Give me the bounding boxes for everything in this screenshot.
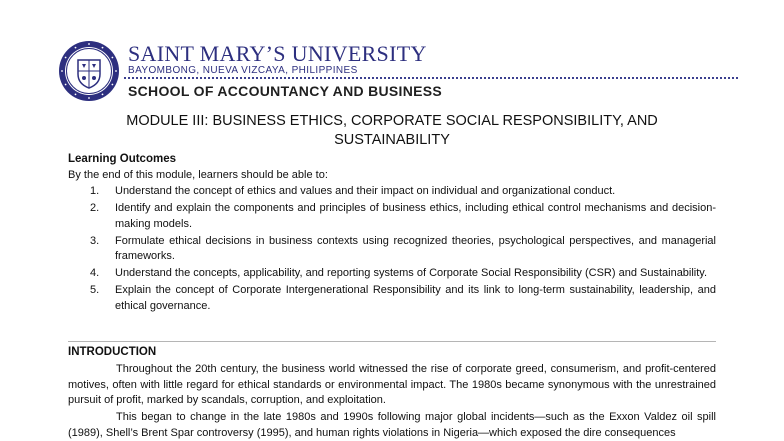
section-divider: [68, 341, 716, 342]
module-title: [0, 112, 784, 150]
list-item-number: 1.: [90, 185, 100, 197]
learning-outcomes-heading: Learning Outcomes: [68, 153, 176, 165]
letterhead: [58, 40, 738, 100]
list-item-text: Understand the concepts, applicability, and reporting systems of Corporate Social Responsibility (CSR) and Sustainability.: [115, 267, 708, 279]
university-seal-logo: [58, 40, 120, 102]
list-item: [68, 234, 716, 265]
list-item-text: Identify and explain the components and principles of business ethics, including ethical control mechanisms and decision-making models.: [115, 202, 716, 230]
module-title-line-1: MODULE III: BUSINESS ETHICS, CORPORATE SOCIAL RESPONSIBILITY, AND: [126, 113, 658, 129]
list-item: [68, 283, 716, 314]
header-divider: [124, 77, 738, 79]
list-item: [68, 184, 716, 200]
learning-outcomes-list: [68, 184, 716, 316]
learning-outcomes-intro: By the end of this module, learners should be able to:: [68, 169, 328, 181]
school-name: SCHOOL OF ACCOUNTANCY AND BUSINESS: [128, 83, 443, 99]
list-item-text: Understand the concept of ethics and values and their impact on individual and organizational conduct.: [115, 185, 616, 197]
introduction-paragraph-1: Throughout the 20th century, the business world witnessed the rise of corporate greed, consumerism, and profit-centered motives, often with little regard for ethical standards or environmental impact. The 1980s became synonymous with the unrestrained pursuit of profit, marked by scandals, corruption, and exploitation.: [68, 363, 716, 406]
university-location: BAYOMBONG, NUEVA VIZCAYA, PHILIPPINES: [128, 65, 358, 76]
university-name: SAINT MARY’S UNIVERSITY: [128, 41, 427, 66]
introduction-paragraph-2: This began to change in the late 1980s and 1990s following major global incidents—such as the Exxon Valdez oil spill (1989), Shell’s Brent Spar controversy (1995), and human rights violations in Nigeria—which exposed the dire consequences: [68, 411, 716, 439]
introduction-heading: INTRODUCTION: [68, 346, 157, 358]
list-item-text: Explain the concept of Corporate Intergenerational Responsibility and its link to long-term sustainability, leadership, and ethical governance.: [115, 284, 716, 312]
list-item: [68, 266, 716, 282]
list-item: [68, 201, 716, 232]
list-item-number: 4.: [90, 267, 100, 279]
list-item-number: 2.: [90, 202, 100, 214]
module-title-line-2: SUSTAINABILITY: [334, 132, 450, 148]
list-item-number: 3.: [90, 234, 100, 247]
list-item-text: Formulate ethical decisions in business contexts using recognized theories, psychological perspectives, and managerial frameworks.: [115, 234, 716, 262]
list-item-number: 5.: [90, 284, 100, 296]
